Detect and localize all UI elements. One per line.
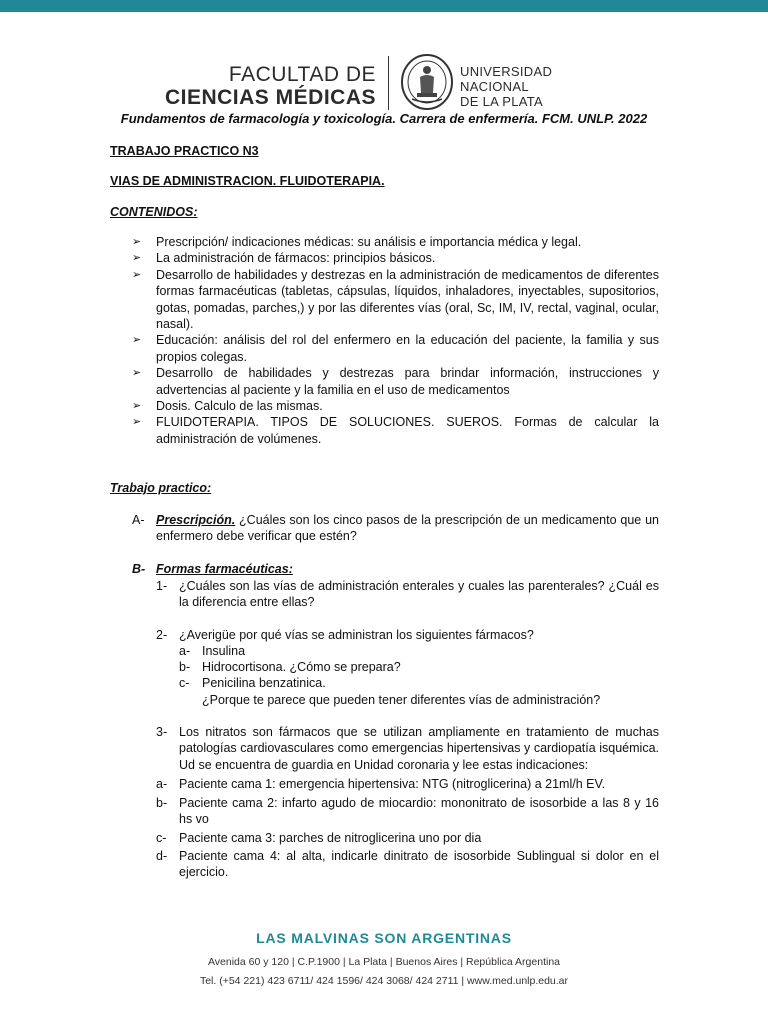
doc-title: TRABAJO PRACTICO N3 — [110, 144, 259, 158]
question-3-item-letter: b- — [156, 796, 168, 810]
question-3-text: Los nitratos son fármacos que se utilizan ampliamente en tratamiento de muchas patologías cardiovasculares como emergencias hipertensivas y cardiopatía isquémica. Ud se encuentra de guardia en Unidad coronaria y lee estas indicaciones: — [179, 725, 659, 772]
list-item-text: Educación: análisis del rol del enfermero en la educación del paciente, la familia y sus propios colegas. — [156, 333, 659, 364]
question-2-item-letter: a- — [179, 644, 191, 658]
university-seal-icon — [400, 53, 454, 111]
question-3-item-letter: c- — [156, 831, 167, 845]
question-3-item-letter: d- — [156, 849, 168, 863]
university-name-line1: UNIVERSIDAD — [460, 64, 553, 79]
question-2-number: 2- — [156, 628, 168, 642]
doc-topic: VIAS DE ADMINISTRACION. FLUIDOTERAPIA. — [110, 174, 385, 188]
arrow-bullet-icon: ➢ — [132, 236, 142, 248]
list-item-text: Desarrollo de habilidades y destrezas en la administración de medicamentos de diferentes formas farmacéuticas (tabletas, cápsulas, líquidos, inhaladores, inyectables, supositorios, gotas, pomadas, parches,) y por las diferentes vías (oral, Sc, IM, IV, rectal, vaginal, ocular, nasal). — [156, 267, 659, 332]
question-2-text: ¿Averigüe por qué vías se administran los siguientes fármacos? — [179, 628, 534, 642]
section-b-letter: B- — [132, 562, 146, 576]
arrow-bullet-icon: ➢ — [132, 334, 142, 347]
contents-list — [132, 234, 659, 447]
list-item — [132, 398, 659, 414]
arrow-bullet-icon: ➢ — [132, 416, 142, 429]
list-item-text: Dosis. Calculo de las mismas. — [156, 399, 323, 414]
section-b-title: Formas farmacéuticas: — [156, 562, 293, 576]
list-item-text: La administración de fármacos: principios básicos. — [156, 251, 436, 266]
footer-address: Avenida 60 y 120 | C.P.1900 | La Plata | Buenos Aires | República Argentina — [207, 956, 560, 968]
faculty-name-line1: FACULTAD DE — [228, 63, 376, 86]
section-a-title: Prescripción. — [156, 513, 236, 527]
arrow-bullet-icon: ➢ — [132, 268, 142, 281]
university-name — [460, 64, 552, 109]
arrow-bullet-icon: ➢ — [132, 252, 142, 265]
question-2-item-text: Insulina — [202, 644, 246, 658]
question-3-item-text: Paciente cama 2: infarto agudo de miocardio: mononitrato de isosorbide a las 8 y 16 hs vo — [179, 796, 659, 827]
top-accent-bar — [0, 0, 768, 12]
list-item — [132, 414, 659, 447]
section-a-letter: A- — [132, 513, 145, 527]
question-3-number: 3- — [156, 725, 168, 739]
list-item — [132, 365, 659, 398]
logo-divider — [388, 56, 389, 110]
question-1-number: 1- — [156, 579, 168, 593]
list-item — [132, 234, 659, 250]
contents-heading: CONTENIDOS: — [110, 205, 198, 219]
list-item — [132, 250, 659, 266]
list-item-text: FLUIDOTERAPIA. TIPOS DE SOLUCIONES. SUEROS. Formas de calcular la administración de volúmenes. — [156, 415, 659, 446]
question-2-item-text: Penicilina benzatinica. — [202, 676, 326, 690]
arrow-bullet-icon: ➢ — [132, 400, 142, 413]
question-3-item-text: Paciente cama 1: emergencia hipertensiva: NTG (nitroglicerina) a 21ml/h EV. — [179, 777, 606, 791]
university-name-line3: DE LA PLATA — [460, 94, 544, 109]
section-a-question — [156, 512, 659, 545]
list-item — [132, 332, 659, 365]
practice-heading: Trabajo practico: — [110, 481, 212, 495]
list-item-text: Prescripción/ indicaciones médicas: su análisis e importancia médica y legal. — [156, 235, 582, 249]
question-3-item-letter: a- — [156, 777, 168, 791]
question-2-item-letter: b- — [179, 660, 191, 674]
question-1-text: ¿Cuáles son las vías de administración enterales y cuales las parenterales? ¿Cuál es la diferencia entre ellas? — [179, 579, 659, 610]
footer-contact: Tel. (+54 221) 423 6711/ 424 1596/ 424 3068/ 424 2711 | www.med.unlp.edu.ar — [199, 975, 569, 987]
question-3-item-text: Paciente cama 4: al alta, indicarle dinitrato de isosorbide Sublingual si dolor en el ejercicio. — [179, 849, 659, 880]
university-name-line2: NACIONAL — [460, 79, 529, 94]
faculty-logo-text — [165, 64, 376, 108]
faculty-name-line2: CIENCIAS MÉDICAS — [164, 86, 376, 109]
list-item-text: Desarrollo de habilidades y destrezas para brindar información, instrucciones y advertencias al paciente y la familia en el uso de medicamentos — [156, 366, 659, 397]
list-item — [132, 267, 659, 333]
question-2-item-letter: c- — [179, 676, 190, 690]
course-subtitle: Fundamentos de farmacología y toxicología. Carrera de enfermería. FCM. UNLP. 2022 — [120, 111, 648, 126]
footer-slogan: LAS MALVINAS SON ARGENTINAS — [256, 930, 512, 946]
question-2-item-text: Hidrocortisona. ¿Cómo se prepara? — [202, 660, 401, 674]
arrow-bullet-icon: ➢ — [132, 367, 142, 380]
section-a-text: ¿Cuáles son los cinco pasos de la prescripción de un medicamento que un enfermero debe verificar que estén? — [156, 513, 659, 544]
question-3-item-text: Paciente cama 3: parches de nitroglicerina uno por dia — [179, 831, 482, 845]
question-2-followup: ¿Porque te parece que pueden tener diferentes vías de administración? — [202, 693, 601, 707]
letterhead — [0, 50, 768, 112]
